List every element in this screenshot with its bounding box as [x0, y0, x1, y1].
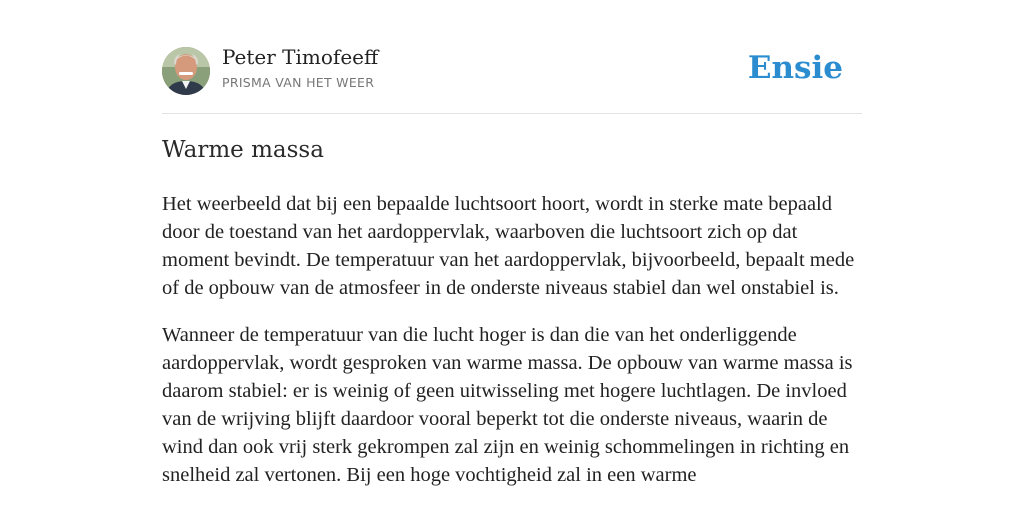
author-name[interactable]: Peter Timofeeff — [222, 45, 379, 69]
article-paragraph-2: Wanneer de temperatuur van die lucht hoger is dan die van het onderliggende aardoppervlak, wordt gesproken van warme massa. De opbouw van warme massa is daarom stabiel: er is weinig of geen uitwisseling met hogere luchtlagen. De invloed van de wrijving blijft daardoor vooral beperkt tot die onderste niveaus, waarin de wind dan ook vrij sterk gekrompen zal zijn en weinig schommelingen in richting en snelheid zal vertonen. Bij een hoge vochtigheid zal in een warme — [162, 324, 853, 486]
content-container — [162, 0, 862, 486]
author-avatar[interactable] — [162, 47, 210, 95]
article-body — [162, 190, 862, 508]
author-subtitle[interactable]: PRISMA VAN HET WEER — [222, 75, 375, 90]
article-paragraph-1: Het weerbeeld dat bij een bepaalde luchtsoort hoort, wordt in sterke mate bepaald door de toestand van het aardoppervlak, waarboven die luchtsoort zich op dat moment bevindt. De temperatuur van het aardoppervlak, bijvoorbeeld, bepaalt mede of de opbouw van de atmosfeer in de onderste niveaus stabiel dan wel onstabiel is. — [162, 193, 855, 299]
avatar-portrait-icon — [162, 47, 210, 95]
article-header — [162, 0, 862, 114]
article-title: Warme massa — [162, 137, 324, 163]
ensie-logo-link[interactable]: Ensie — [747, 50, 843, 86]
